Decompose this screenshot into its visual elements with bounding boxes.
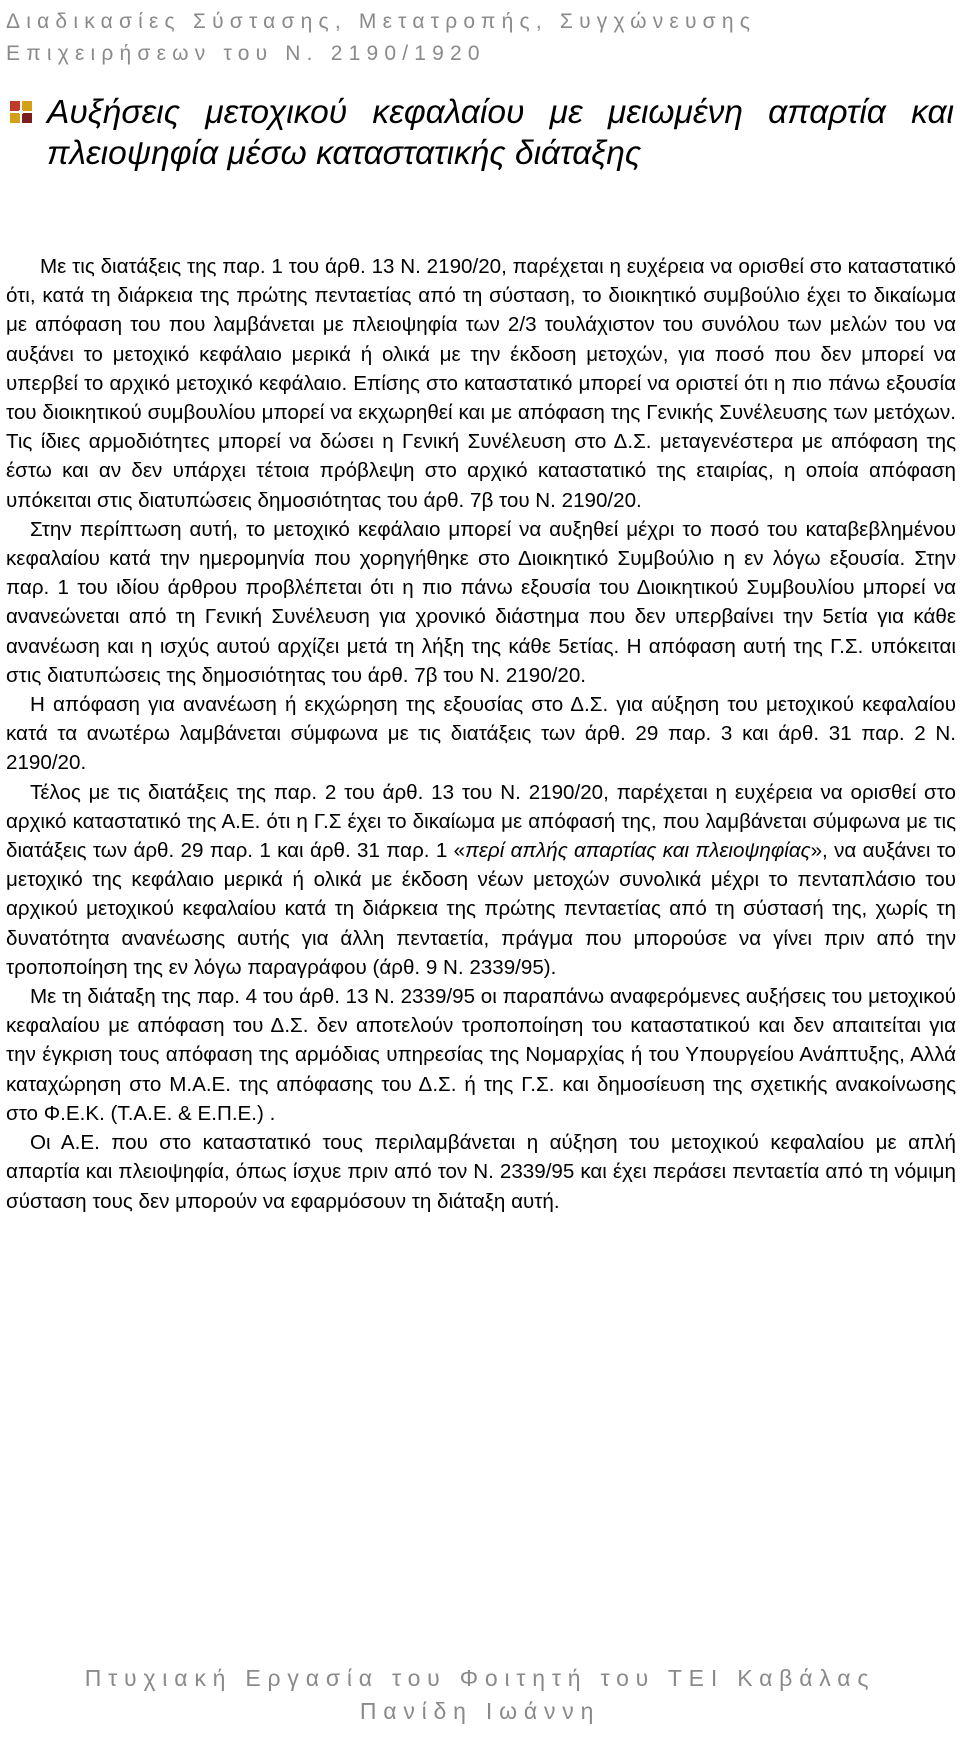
- paragraph-4: [6, 778, 956, 982]
- paragraph-4-text-start: Τέλος με τις διατάξεις της παρ. 2 του άρθ. 13 του Ν. 2190/20, παρέχεται η ευχέρεια να ορισθεί στο αρχικό καταστατικό της Α.Ε. ότι η Γ.Σ έχει το δικαίωμα με απόφασή της, που λαμβάνεται σύμφωνα με τις διατάξεις των άρθ. 29 παρ. 1 και άρθ. 31 παρ. 1 «: [6, 780, 956, 863]
- paragraph-4-text-end: », να αυξάνει το μετοχικό της κεφάλαιο μερικά ή ολικά με έκδοση νέων μετοχών συνολικά μέχρι το πενταπλάσιο του αρχικού μετοχικού κεφαλαίου κατά τη διάρκεια της πρώτης πενταετίας από τη σύστασή της, χωρίς τη δυνατότητα ανανέωσης αυτής για άλλη πενταετία, πράγμα που μπορούσε να γίνει πριν από την τροποποίηση της εν λόγω παραγράφου (άρθ. 9 Ν. 2339/95).: [6, 839, 956, 979]
- running-header: [6, 6, 756, 70]
- body-text: [6, 252, 956, 1216]
- paragraph-3: Η απόφαση για ανανέωση ή εκχώρηση της εξουσίας στο Δ.Σ. για αύξηση του μετοχικού κεφαλαίου κατά τα ανωτέρω λαμβάνεται σύμφωνα με τις διατάξεις των άρθ. 29 παρ. 3 και άρθ. 31 παρ. 2 Ν. 2190/20.: [6, 693, 956, 775]
- footer-line-2: Πανίδη Ιωάννη: [359, 1698, 601, 1724]
- paragraph-1: Με τις διατάξεις της παρ. 1 του άρθ. 13 Ν. 2190/20, παρέχεται η ευχέρεια να ορισθεί στο καταστατικό ότι, κατά τη διάρκεια της πρώτης πενταετίας από τη σύσταση, το διοικητικό συμβούλιο έχει το δικαίωμα με απόφαση του που λαμβάνεται με πλειοψηφία των 2/3 τουλάχιστον του συνόλου των μελών του να αυξάνει το μετοχικό κεφάλαιο μερικά ή ολικά με την έκδοση μετοχών, για ποσό που δεν μπορεί να υπερβεί το αρχικό μετοχικό κεφάλαιο. Επίσης στο καταστατικό μπορεί να οριστεί ότι η πιο πάνω εξουσία του διοικητικού συμβουλίου μπορεί να εκχωρηθεί και με απόφαση της Γενικής Συνέλευσης των μετόχων. Τις ίδιες αρμοδιότητες μπορεί να δώσει η Γενική Συνέλευση στο Δ.Σ. μεταγενέστερα με απόφαση της έστω και αν δεν υπάρχει τέτοια πρόβλεψη στο αρχικό καταστατικό της εταιρίας, η οποία απόφαση υπόκειται στις διατυπώσεις δημοσιότητας του άρθ. 7β του Ν. 2190/20.: [6, 255, 956, 512]
- footer-line-1: Πτυχιακή Εργασία του Φοιτητή του ΤΕΙ Καβάλας: [84, 1665, 876, 1691]
- paragraph-5: Με τη διάταξη της παρ. 4 του άρθ. 13 Ν. 2339/95 οι παραπάνω αναφερόμενες αυξήσεις του μετοχικού κεφαλαίου με απόφαση του Δ.Σ. δεν αποτελούν τροποποίηση του καταστατικού και δεν απαιτείται για την έγκριση τους απόφαση της αρμόδιας υπηρεσίας της Νομαρχίας ή του Υπουργείου Ανάπτυξης, Αλλά καταχώρηση στο Μ.Α.Ε. της απόφασης του Δ.Σ. ή της Γ.Σ. και δημοσίευση της σχετικής ανακοίνωσης στο Φ.Ε.Κ. (Τ.Α.Ε. & Ε.Π.Ε.) .: [6, 985, 957, 1125]
- paragraph-6: Οι Α.Ε. που στο καταστατικό τους περιλαμβάνεται η αύξηση του μετοχικού κεφαλαίου με απλή απαρτία και πλειοψηφία, όπως ίσχυε πριν από τον Ν. 2339/95 και έχει περάσει πενταετία από τη νόμιμη σύσταση τους δεν μπορούν να εφαρμόσουν τη διάταξη αυτή.: [6, 1131, 956, 1213]
- running-header-line-2: Επιχειρήσεων του Ν. 2190/1920: [6, 42, 486, 65]
- paragraph-2: Στην περίπτωση αυτή, το μετοχικό κεφάλαιο μπορεί να αυξηθεί μέχρι το ποσό του καταβεβλημένου κεφαλαίου κατά την ημερομηνία που χορηγήθηκε στο Διοικητικό Συμβούλιο η εν λόγω εξουσία. Στην παρ. 1 του ιδίου άρθρου προβλέπεται ότι η πιο πάνω εξουσία του Διοικητικού Συμβουλίου μπορεί να ανανεώνεται από τη Γενική Συνέλευση για χρονικό διάστημα που δεν υπερβαίνει την 5ετία για κάθε ανανέωση και η ισχύς αυτού αρχίζει μετά τη λήξη της κάθε 5ετίας. Η απόφαση αυτή της Γ.Σ. υπόκειται στις διατυπώσεις της δημοσιότητας του άρθ. 7β του Ν. 2190/20.: [6, 517, 956, 687]
- section-title: Αυξήσεις μετοχικού κεφαλαίου με μειωμένη απαρτία και πλειοψηφία μέσω καταστατικής διάταξης: [47, 94, 954, 172]
- section-heading: [10, 92, 954, 174]
- running-header-line-1: Διαδικασίες Σύστασης, Μετατροπής, Συγχώνευσης: [6, 10, 757, 33]
- square-bullet-icon: [10, 101, 32, 123]
- paragraph-4-italic-quote: περί απλής απαρτίας και πλειοψηφίας: [465, 839, 811, 863]
- page-footer: [0, 1662, 960, 1728]
